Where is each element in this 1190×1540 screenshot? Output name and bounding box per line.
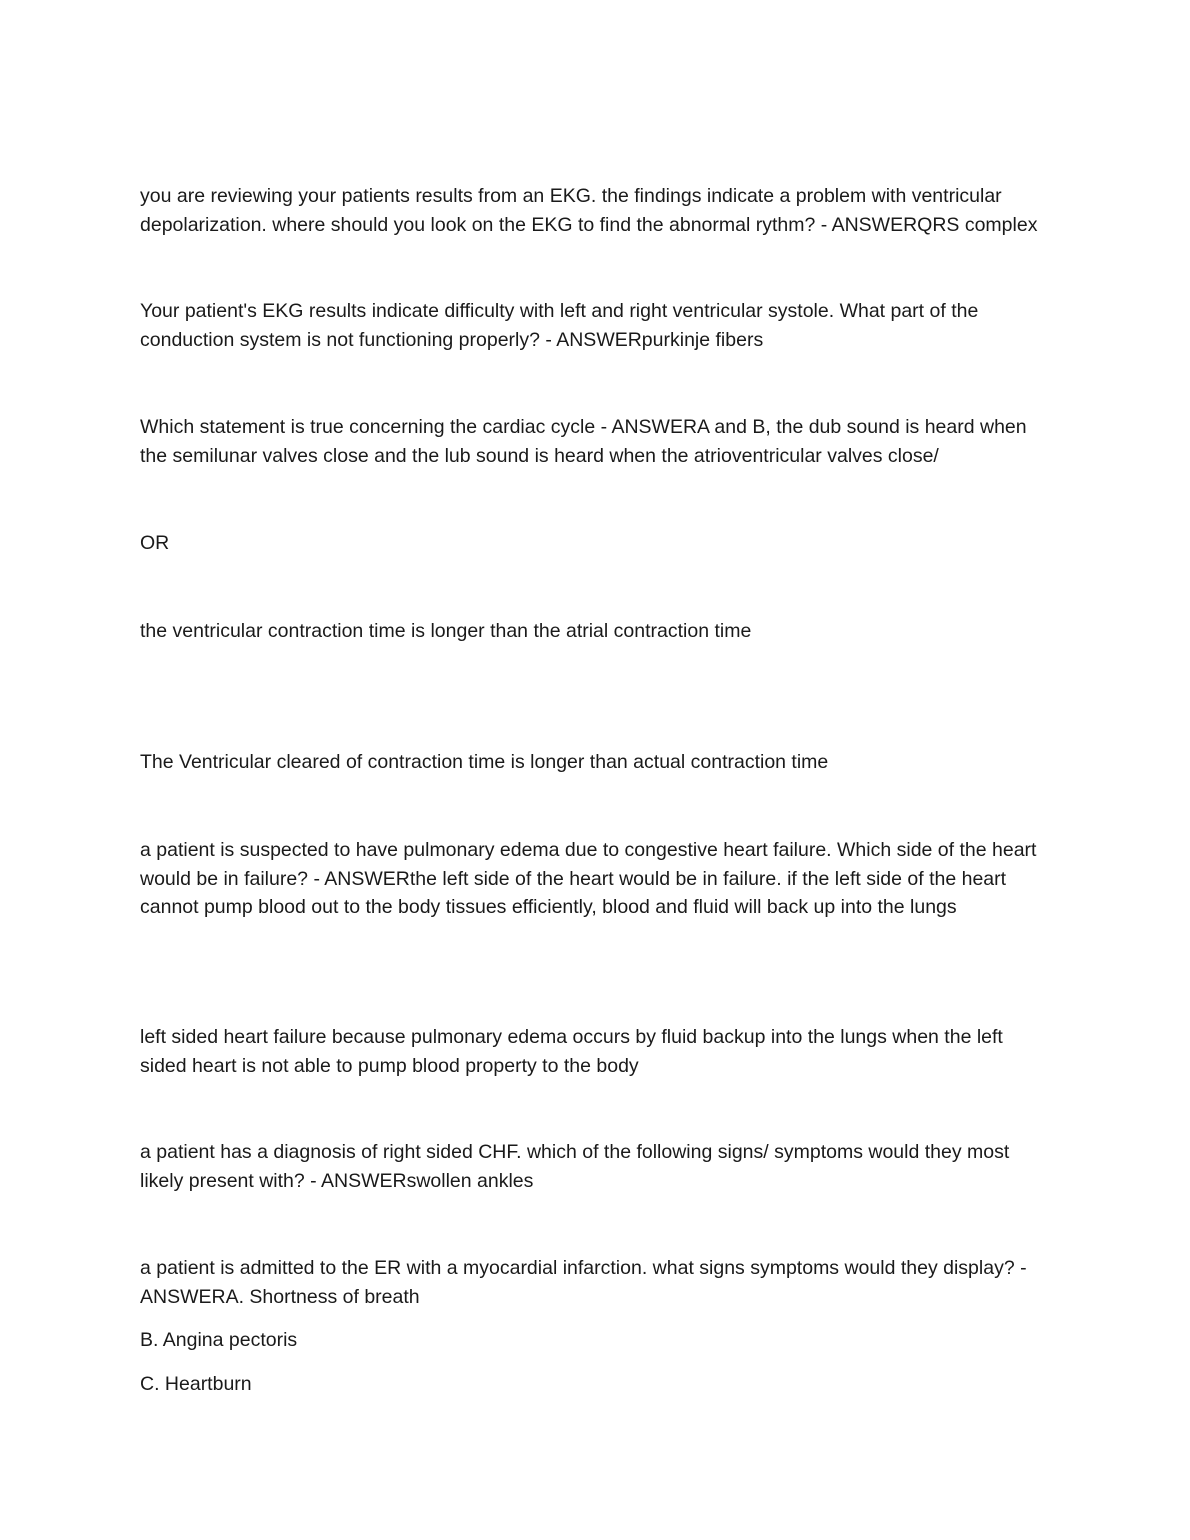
text-line: cannot pump blood out to the body tissues efficiently, blood and fluid will back up into the lungs [140,896,957,918]
paragraph-left-sided-failure [140,1023,1060,1080]
paragraph-heartburn [140,1370,1060,1399]
text-line: left sided heart failure because pulmonary edema occurs by fluid backup into the lungs when the left [140,1026,1003,1048]
text-line: Your patient's EKG results indicate difficulty with left and right ventricular systole. What part of the [140,300,979,322]
paragraph-pulmonary-edema [140,836,1060,922]
paragraph-angina [140,1326,1060,1355]
text-line: OR [140,532,170,554]
text-line: you are reviewing your patients results from an EKG. the findings indicate a problem with ventricular [140,185,1002,207]
text-line: conduction system is not functioning properly? - ANSWERpurkinje fibers [140,328,764,351]
text-line: the ventricular contraction time is longer than the atrial contraction time [140,620,752,642]
text-line: a patient has a diagnosis of right sided CHF. which of the following signs/ symptoms would they most [140,1141,1010,1163]
text-line: B. Angina pectoris [140,1329,298,1351]
paragraph-contraction-time [140,617,1060,646]
text-line: C. Heartburn [140,1373,252,1395]
text-line: would be in failure? - ANSWERthe left side of the heart would be in failure. if the left side of the heart [140,867,1007,890]
text-line: a patient is suspected to have pulmonary edema due to congestive heart failure. Which side of the heart [140,839,1037,861]
paragraph-ventricular-cleared [140,748,1060,777]
paragraph-ekg-ventricular-systole [140,297,1060,354]
paragraph-right-sided-chf [140,1138,1060,1195]
text-line: sided heart is not able to pump blood property to the body [140,1054,639,1077]
paragraph-cardiac-cycle [140,413,1060,470]
text-line: Which statement is true concerning the cardiac cycle - ANSWERA and B, the dub sound is heard when [140,416,1027,438]
text-line: the semilunar valves close and the lub sound is heard when the atrioventricular valves close/ [140,444,939,467]
text-line: depolarization. where should you look on the EKG to find the abnormal rythm? - ANSWERQRS complex [140,213,1038,236]
paragraph-ekg-ventricular-depolarization [140,182,1060,239]
text-line: likely present with? - ANSWERswollen ankles [140,1169,534,1192]
text-line: a patient is admitted to the ER with a myocardial infarction. what signs symptoms would they display? - [140,1257,1027,1279]
paragraph-or [140,529,1060,558]
text-line: ANSWERA. Shortness of breath [140,1285,420,1308]
text-line: The Ventricular cleared of contraction time is longer than actual contraction time [140,751,829,773]
paragraph-myocardial-infarction [140,1254,1060,1311]
